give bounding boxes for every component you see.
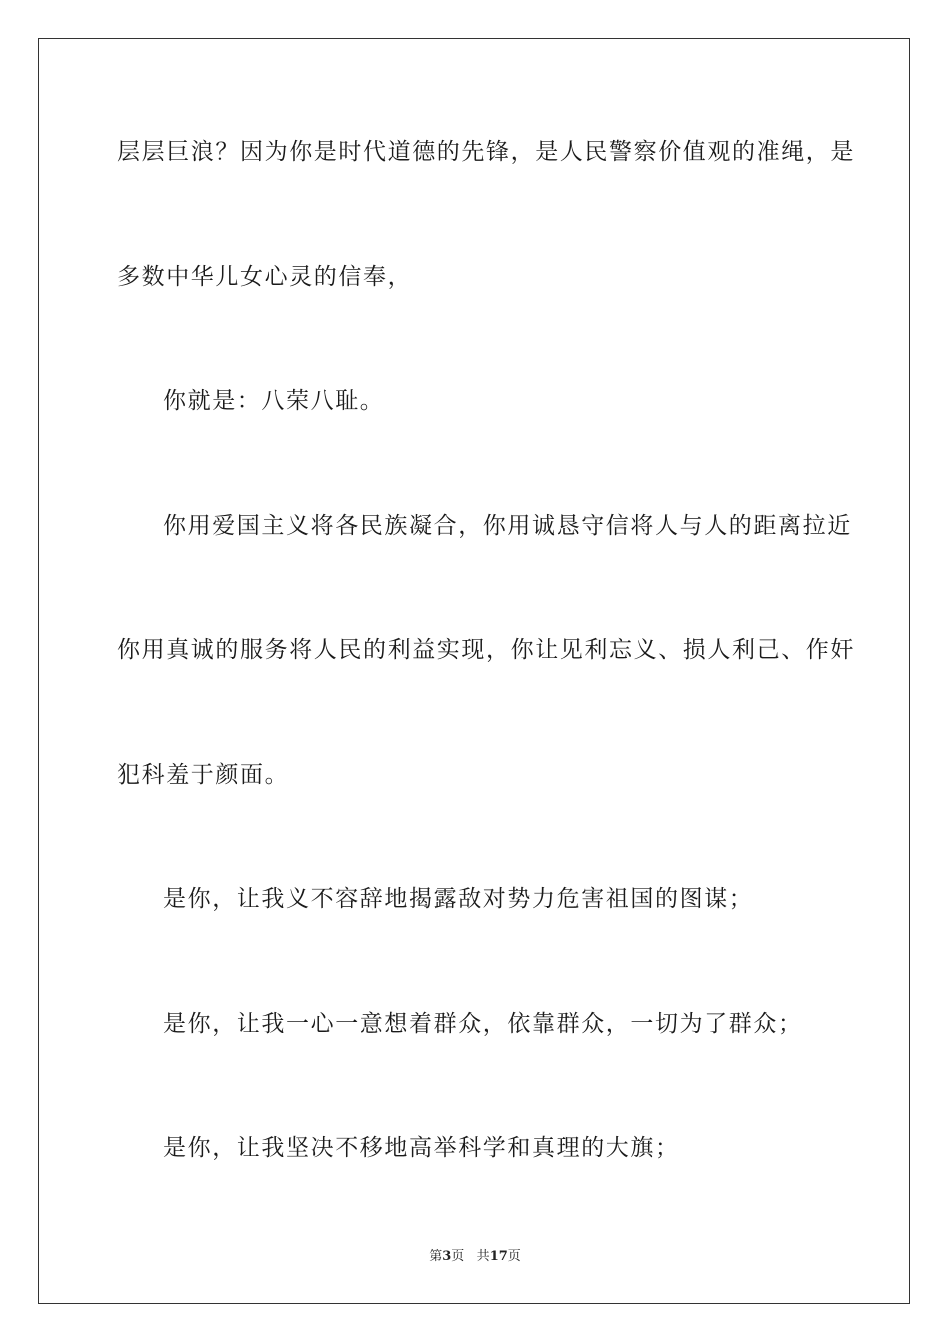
page-footer xyxy=(0,1248,950,1266)
text-line-6: 犯科羞于颜面。 xyxy=(117,762,290,788)
page-border xyxy=(38,38,910,1304)
text-line-9: 是你，让我坚决不移地高举科学和真理的大旗； xyxy=(163,1135,680,1161)
footer-total-prefix: 共 xyxy=(476,1249,490,1264)
footer-total-suffix: 页 xyxy=(507,1249,521,1264)
footer-page-number: 3 xyxy=(442,1249,452,1264)
footer-page-suffix: 页 xyxy=(451,1249,465,1264)
text-line-1: 层层巨浪？因为你是时代道德的先锋，是人民警察价值观的准绳，是 xyxy=(117,139,855,165)
text-line-4: 你用爱国主义将各民族凝合，你用诚恳守信将人与人的距离拉近 xyxy=(163,513,852,539)
text-line-5: 你用真诚的服务将人民的利益实现，你让见利忘义、损人利己、作奸 xyxy=(117,637,855,663)
text-line-2: 多数中华儿女心灵的信奉， xyxy=(117,264,413,290)
footer-total-pages: 17 xyxy=(489,1249,508,1264)
text-line-7: 是你，让我义不容辞地揭露敌对势力危害祖国的图谋； xyxy=(163,886,754,912)
text-line-8: 是你，让我一心一意想着群众，依靠群众，一切为了群众； xyxy=(163,1011,803,1037)
text-line-3: 你就是：八荣八耻。 xyxy=(163,388,385,414)
footer-page-prefix: 第 xyxy=(429,1249,443,1264)
